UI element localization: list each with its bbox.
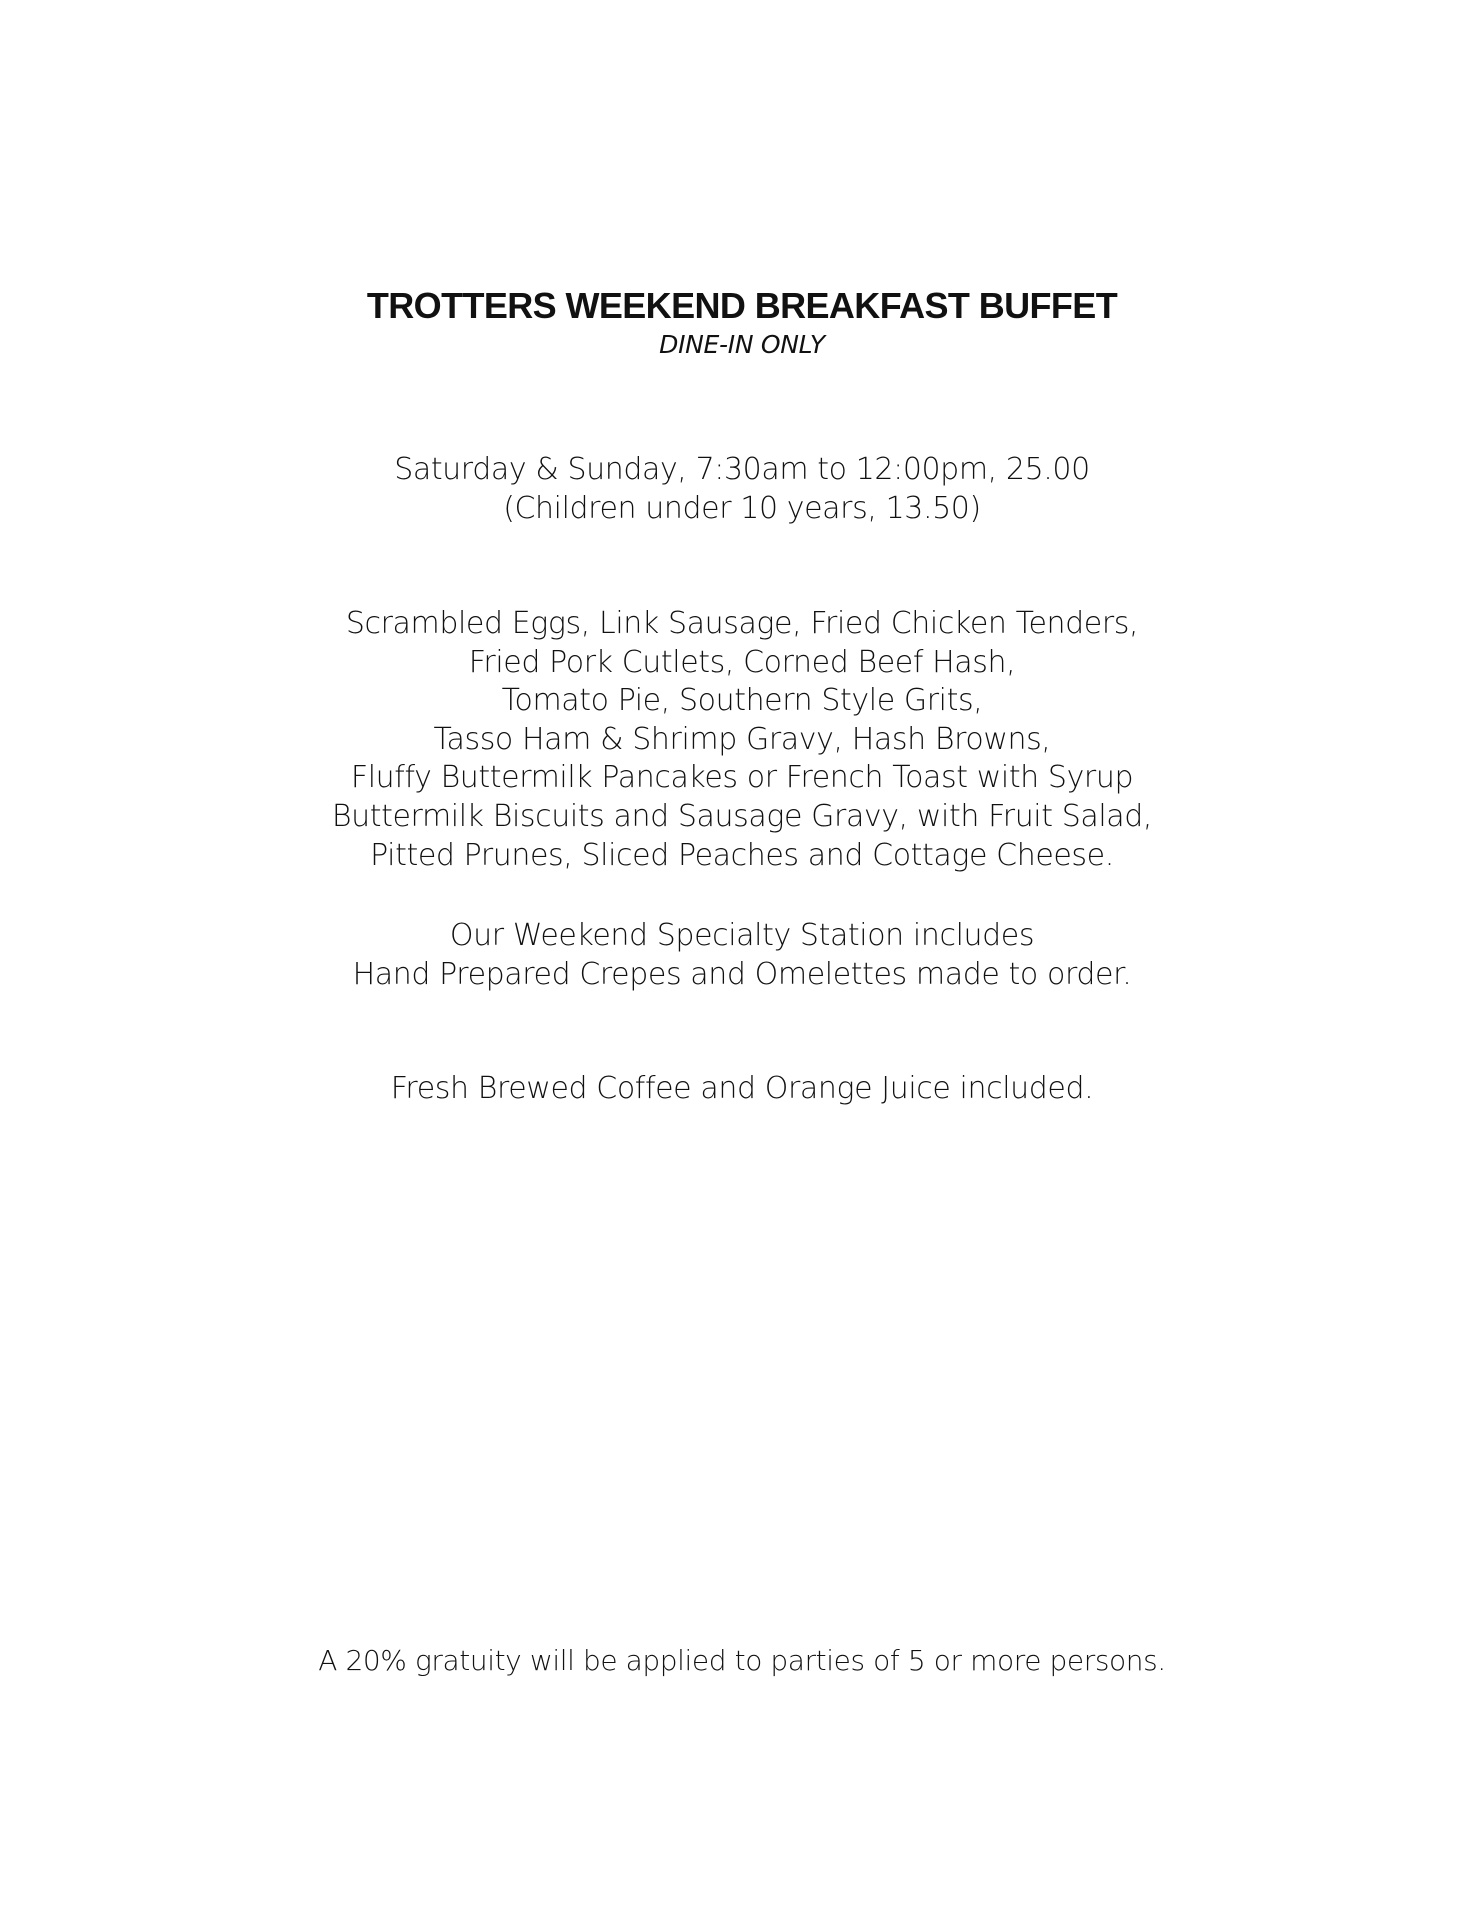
menu-items-block (0, 605, 1484, 875)
menu-title: TROTTERS WEEKEND BREAKFAST BUFFET (366, 285, 1118, 326)
menu-subtitle: DINE-IN ONLY (659, 330, 825, 359)
hours-line: Saturday & Sunday, 7:30am to 12:00pm, 25.00 (394, 452, 1090, 487)
menu-item-line: Scrambled Eggs, Link Sausage, Fried Chicken Tenders, (345, 606, 1139, 641)
menu-item-line: Tomato Pie, Southern Style Grits, (501, 683, 983, 719)
children-price-line: (Children under 10 years, 13.50) (503, 490, 981, 526)
hours-block (0, 451, 1484, 528)
beverages-line: Fresh Brewed Coffee and Orange Juice included. (390, 1071, 1094, 1106)
menu-item-line: Pitted Prunes, Sliced Peaches and Cottage Cheese. (370, 837, 1114, 873)
gratuity-note: A 20% gratuity will be applied to parties of 5 or more persons. (318, 1644, 1166, 1677)
menu-item-line: Fried Pork Cutlets, Corned Beef Hash, (468, 644, 1016, 680)
specialty-line: Our Weekend Specialty Station includes (449, 918, 1035, 953)
menu-item-line: Tasso Ham & Shrimp Gravy, Hash Browns, (433, 721, 1051, 757)
menu-item-line: Buttermilk Biscuits and Sausage Gravy, with Fruit Salad, (331, 798, 1153, 834)
menu-item-line: Fluffy Buttermilk Pancakes or French Toast with Syrup (350, 760, 1134, 796)
specialty-line: Hand Prepared Crepes and Omelettes made to order. (352, 956, 1132, 992)
specialty-station-block (0, 917, 1484, 994)
